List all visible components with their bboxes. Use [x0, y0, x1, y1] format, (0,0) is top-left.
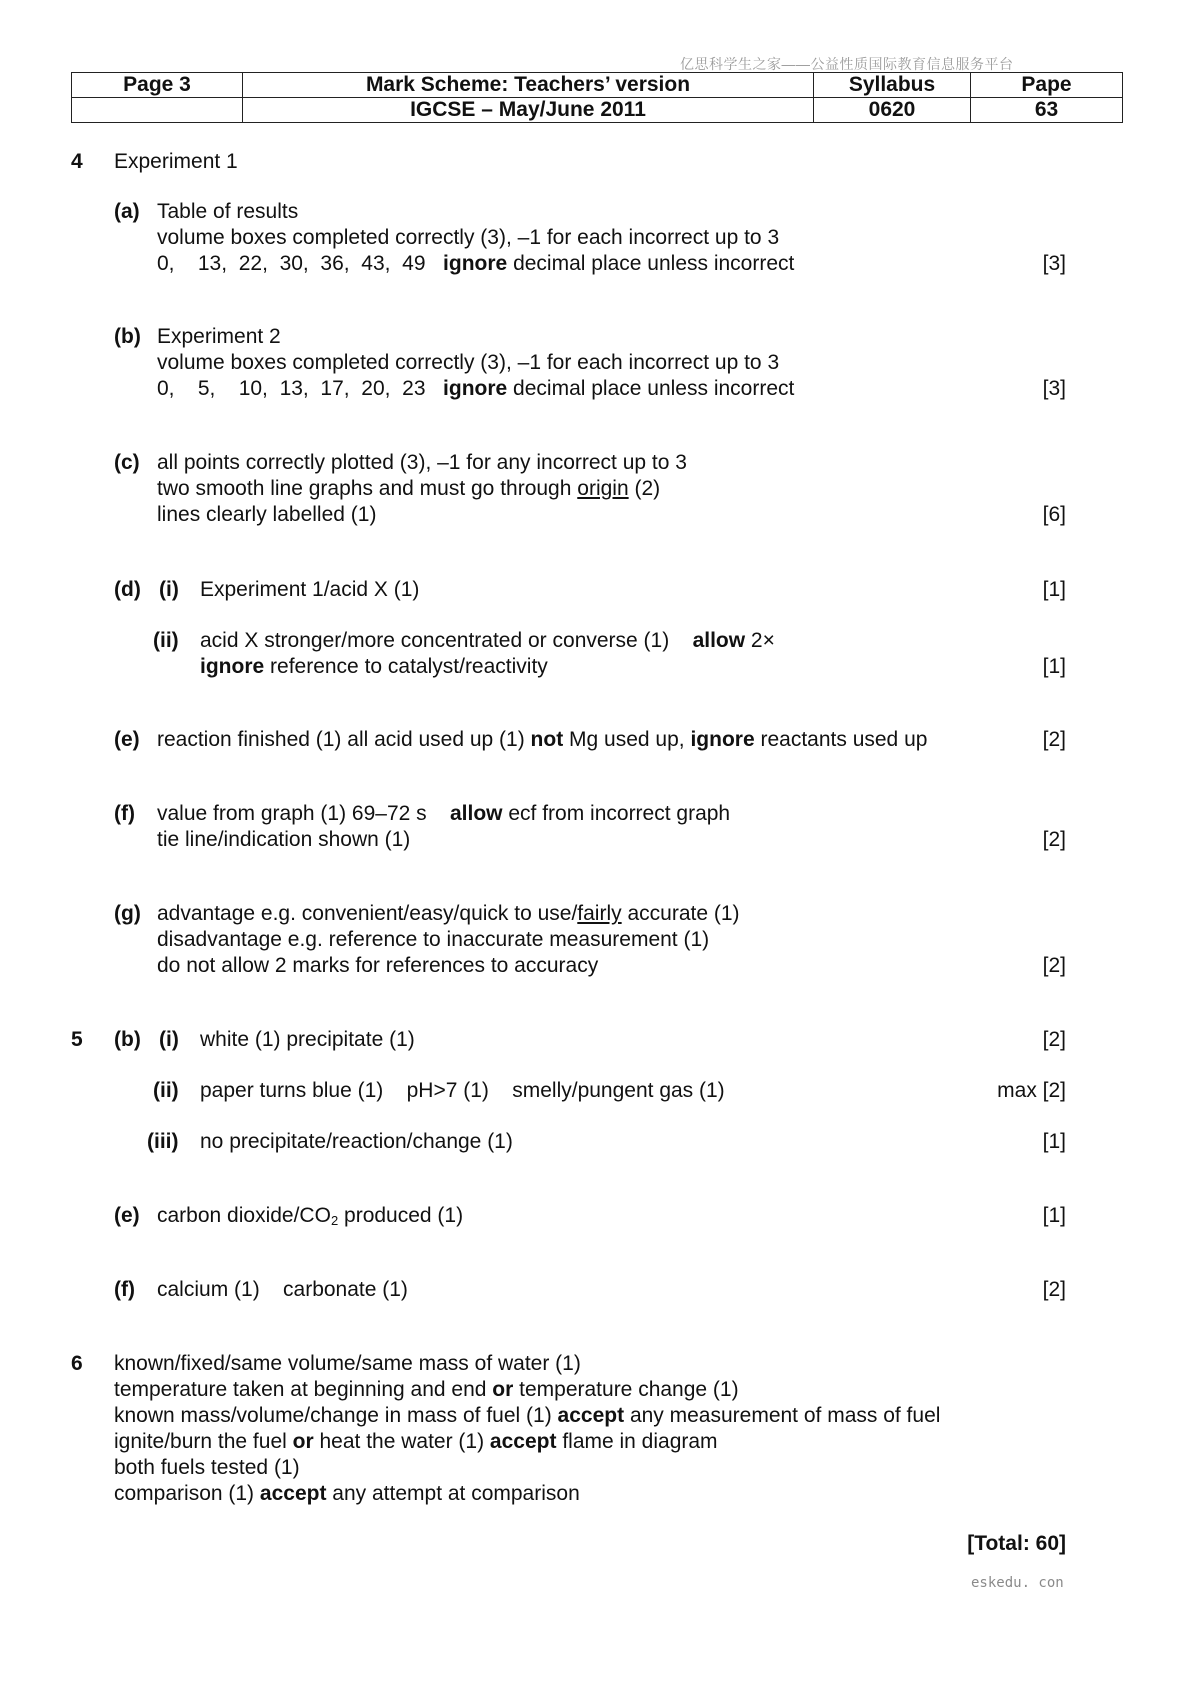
q4d-ii-line-2	[200, 654, 548, 680]
q5b-label: (b)	[114, 1028, 141, 1051]
q4g-line-3: do not allow 2 marks for references to accuracy	[157, 954, 599, 977]
q5e-produced: produced (1)	[344, 1204, 464, 1227]
q5e-co2: carbon dioxide/CO	[157, 1204, 331, 1227]
q4e-text	[157, 727, 927, 753]
q5b-iii-text: no precipitate/reaction/change (1)	[200, 1130, 513, 1153]
q5e-label: (e)	[114, 1204, 140, 1227]
q4e-text-1: reaction finished (1) all acid used up (1)	[157, 728, 525, 751]
q4b-ignore-text: decimal place unless incorrect	[513, 377, 795, 400]
q6-line-4-text: ignite/burn the fuel	[114, 1430, 287, 1453]
q6-line-6-post: any attempt at comparison	[332, 1482, 580, 1505]
q6-line-3-post: any measurement of mass of fuel	[629, 1404, 941, 1427]
q6-line-2-text: temperature taken at beginning and end	[114, 1378, 487, 1401]
q6-line-3-text: known mass/volume/change in mass of fuel (1)	[114, 1404, 552, 1427]
q6-line-2	[114, 1377, 739, 1403]
q5f-label: (f)	[114, 1278, 135, 1301]
q5e-subscript: 2	[330, 1213, 339, 1228]
q4g-label: (g)	[114, 902, 141, 925]
q4g-fairly: fairly	[577, 902, 622, 925]
q4c-line-3: lines clearly labelled (1)	[157, 503, 377, 526]
q4c-line-2-text: two smooth line graphs and must go through	[157, 477, 572, 500]
header-syllabus-label: Syllabus	[814, 73, 971, 98]
q6-line-6-text: comparison (1)	[114, 1482, 255, 1505]
q4b-line-1: Experiment 2	[157, 325, 281, 348]
q4e-text-2: Mg used up,	[569, 728, 685, 751]
q4g-advantage: advantage e.g. convenient/easy/quick to use/	[157, 902, 578, 925]
q6-line-3	[114, 1403, 940, 1429]
q4d-ii-mark: [1]	[1042, 655, 1066, 678]
q4c-mark: [6]	[1042, 503, 1066, 526]
q5b-ii-label: (ii)	[153, 1079, 179, 1102]
question-number-5: 5	[71, 1028, 83, 1051]
q4d-i-label: (i)	[159, 578, 179, 601]
q6-line-4	[114, 1429, 718, 1455]
q4c-line-2-mark: (2)	[634, 477, 661, 500]
q4e-not: not	[530, 728, 564, 751]
q4c-origin: origin	[577, 477, 629, 500]
q4b-label: (b)	[114, 325, 141, 348]
q5f-mark: [2]	[1042, 1278, 1066, 1301]
q5b-ii-text: paper turns blue (1) pH>7 (1) smelly/pungent gas (1)	[200, 1079, 725, 1102]
q4b-values: 0, 5, 10, 13, 17, 20, 23	[157, 377, 426, 400]
q6-line-2-post: temperature change (1)	[519, 1378, 739, 1401]
header-table	[71, 72, 1123, 123]
q4e-ignore: ignore	[690, 728, 755, 751]
q4d-ii-text: acid X stronger/more concentrated or converse (1)	[200, 629, 670, 652]
q4a-ignore: ignore	[443, 252, 508, 275]
total-marks: [Total: 60]	[967, 1532, 1066, 1555]
header-page: Page 3	[72, 73, 243, 98]
header-exam: IGCSE – May/June 2011	[243, 98, 814, 123]
question-number-4: 4	[71, 150, 83, 173]
q4a-mark: [3]	[1042, 252, 1066, 275]
q4f-allow-text: ecf from incorrect graph	[508, 802, 731, 825]
q4g-accurate: accurate (1)	[627, 902, 740, 925]
q6-line-6-accept: accept	[259, 1482, 327, 1505]
q4a-label: (a)	[114, 200, 140, 223]
q5b-ii-mark: max [2]	[997, 1079, 1066, 1102]
header-paper-label: Pape	[971, 73, 1123, 98]
q4g-line-1	[157, 901, 740, 927]
q4a-ignore-text: decimal place unless incorrect	[513, 252, 795, 275]
q4b-line-2: volume boxes completed correctly (3), –1 for each incorrect up to 3	[157, 351, 780, 374]
q4e-label: (e)	[114, 728, 140, 751]
q5b-i-label: (i)	[159, 1028, 179, 1051]
q6-line-5: both fuels tested (1)	[114, 1456, 300, 1479]
q4f-mark: [2]	[1042, 828, 1066, 851]
q4d-ii-allow-text: 2×	[750, 629, 775, 652]
q4d-ii-ignore: ignore	[200, 655, 265, 678]
q4d-i-text: Experiment 1/acid X (1)	[200, 578, 420, 601]
q4a-values: 0, 13, 22, 30, 36, 43, 49	[157, 252, 426, 275]
header-row-2	[72, 98, 1123, 123]
q4b-ignore: ignore	[443, 377, 508, 400]
q6-line-2-or: or	[492, 1378, 514, 1401]
header-title: Mark Scheme: Teachers’ version	[243, 73, 814, 98]
header-row-1	[72, 73, 1123, 98]
q6-line-1: known/fixed/same volume/same mass of water (1)	[114, 1352, 581, 1375]
q6-line-6	[114, 1481, 580, 1507]
q4d-ii-line-1	[200, 628, 775, 654]
q5e-mark: [1]	[1042, 1204, 1066, 1227]
q4g-line-2: disadvantage e.g. reference to inaccurate measurement (1)	[157, 928, 710, 951]
q5b-iii-mark: [1]	[1042, 1130, 1066, 1153]
q6-line-4-post: flame in diagram	[562, 1430, 718, 1453]
header-paper-number: 63	[971, 98, 1123, 123]
watermark: 亿思科学生之家——公益性质国际教育信息服务平台	[680, 56, 1014, 72]
q6-line-4-or: or	[292, 1430, 314, 1453]
q6-line-4-mid: heat the water (1)	[319, 1430, 485, 1453]
q4d-ii-label: (ii)	[153, 629, 179, 652]
q4a-line-3	[157, 251, 794, 277]
q4e-mark: [2]	[1042, 728, 1066, 751]
header-syllabus-code: 0620	[814, 98, 971, 123]
q4d-label: (d)	[114, 578, 141, 601]
q4f-line-1	[157, 801, 730, 827]
q4f-text: value from graph (1) 69–72 s	[157, 802, 427, 825]
q4f-line-2: tie line/indication shown (1)	[157, 828, 411, 851]
q6-line-3-accept: accept	[557, 1404, 625, 1427]
q4b-mark: [3]	[1042, 377, 1066, 400]
q4d-ii-allow: allow	[692, 629, 746, 652]
q5f-text: calcium (1) carbonate (1)	[157, 1278, 408, 1301]
q4e-text-3: reactants used up	[760, 728, 928, 751]
question-number-6: 6	[71, 1352, 83, 1375]
q5b-iii-label: (iii)	[147, 1130, 179, 1153]
q5e-text	[157, 1203, 463, 1229]
q4c-line-2	[157, 476, 660, 502]
q4a-line-1: Table of results	[157, 200, 299, 223]
q4c-label: (c)	[114, 451, 140, 474]
q5b-i-text: white (1) precipitate (1)	[200, 1028, 415, 1051]
q4d-ii-ignore-text: reference to catalyst/reactivity	[270, 655, 548, 678]
q4c-line-1: all points correctly plotted (3), –1 for any incorrect up to 3	[157, 451, 687, 474]
footer-watermark: eskedu. con	[971, 1575, 1064, 1591]
q4b-line-3	[157, 376, 794, 402]
q5b-i-mark: [2]	[1042, 1028, 1066, 1051]
header-empty-cell	[72, 98, 243, 123]
q4g-mark: [2]	[1042, 954, 1066, 977]
q4a-line-2: volume boxes completed correctly (3), –1 for each incorrect up to 3	[157, 226, 780, 249]
q4-title: Experiment 1	[114, 150, 238, 173]
q4d-i-mark: [1]	[1042, 578, 1066, 601]
q4f-label: (f)	[114, 802, 135, 825]
q4f-allow: allow	[450, 802, 503, 825]
q6-line-4-accept: accept	[489, 1430, 557, 1453]
